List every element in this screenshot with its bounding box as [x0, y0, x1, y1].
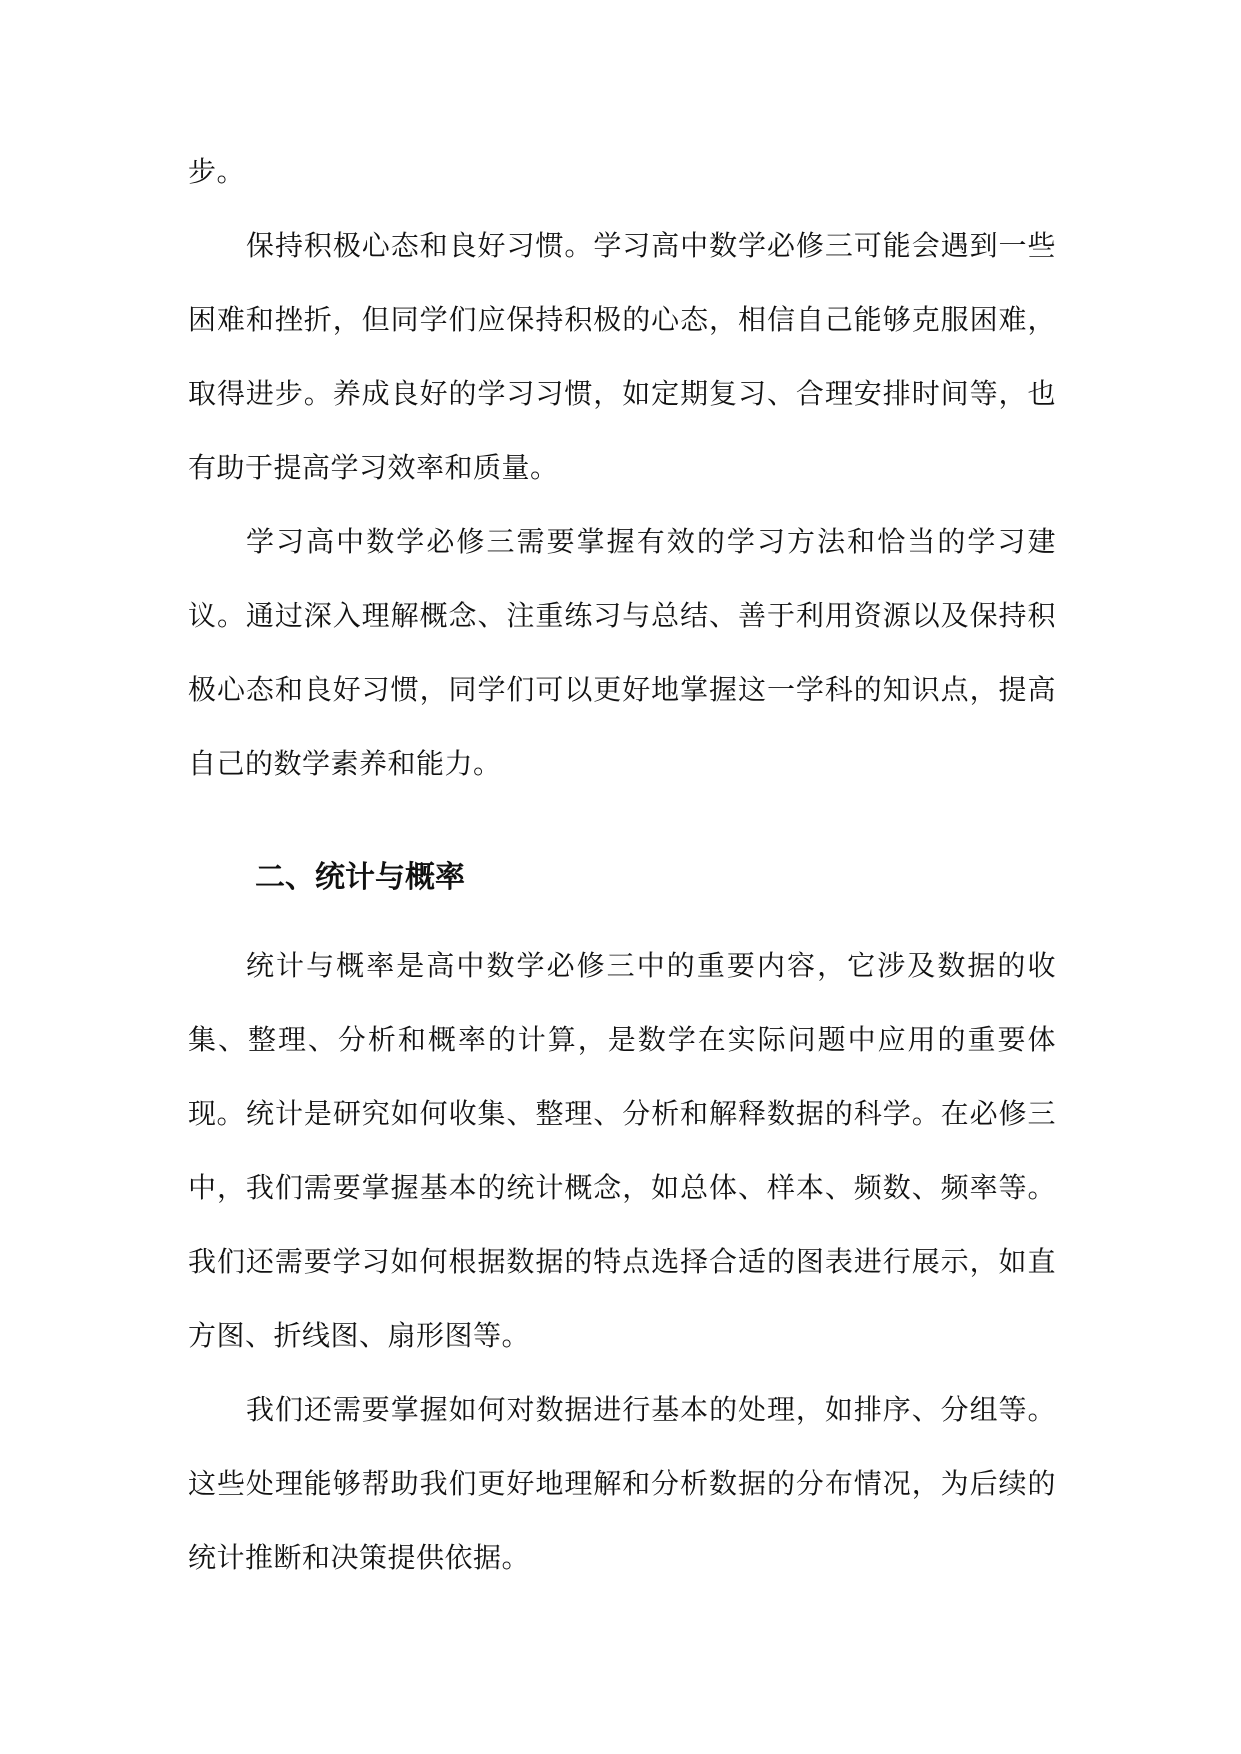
paragraph-continuation: 步。 [188, 155, 246, 188]
paragraph-positive-attitude: 保持积极心态和良好习惯。学习高中数学必修三可能会遇到一些困难和挫折，但同学们应保持积极的心态，相信自己能够克服困难，取得进步。养成良好的学习习惯，如定期复习、合理安排时间等，也有助于提高学习效率和质量。 [188, 229, 1056, 484]
section-heading-statistics-probability: 二、统计与概率 [255, 860, 465, 895]
paragraph-data-processing: 我们还需要掌握如何对数据进行基本的处理，如排序、分组等。这些处理能够帮助我们更好地理解和分析数据的分布情况，为后续的统计推断和决策提供依据。 [188, 1393, 1056, 1574]
paragraph-statistics-concepts: 统计是研究如何收集、整理、分析和解释数据的科学。在必修三中，我们需要掌握基本的统计概念，如总体、样本、频数、频率等。我们还需要学习如何根据数据的特点选择合适的图表进行展示，如直方图、折线图、扇形图等。 [188, 1097, 1056, 1352]
paragraph-summary: 学习高中数学必修三需要掌握有效的学习方法和恰当的学习建议。通过深入理解概念、注重练习与总结、善于利用资源以及保持积极心态和良好习惯，同学们可以更好地掌握这一学科的知识点，提高自己的数学素养和能力。 [188, 525, 1056, 780]
paragraph-statistics-intro: 统计与概率是高中数学必修三中的重要内容，它涉及数据的收集、整理、分析和概率的计算，是数学在实际问题中应用的重要体现。 [188, 949, 1056, 1130]
